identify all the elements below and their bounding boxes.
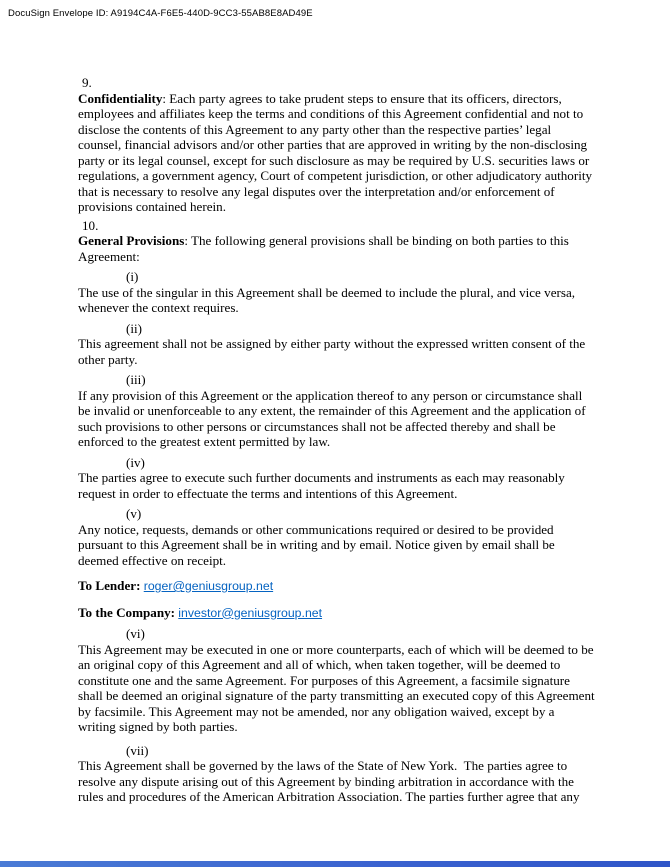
clause-ii-text: This agreement shall not be assigned by either party without the expressed written consent of the other party. (78, 336, 586, 367)
lender-email-link[interactable]: roger@geniusgroup.net (143, 579, 274, 593)
clause-v-text: Any notice, requests, demands or other communications required or desired to be provided pursuant to this Agreement shall be in writing and by email. Notice given by email shall be deemed effective on receipt. (78, 521, 555, 568)
clause-vi-text: This Agreement may be executed in one or more counterparts, each of which will be deemed to be an original copy of this Agreement and all of which, when taken together, will be deemed to constitute one and the same Agreement. For purposes of this Agreement, a facsimile signature shall be deemed an original signature of the party transmitting an executed copy of this Agreement by facsimile. This Agreement may not be amended, nor any obligation waived, except by a writing signed by both parties. (78, 641, 595, 734)
clause-vii-text: This Agreement shall be governed by the laws of the State of New York. The parties agree to resolve any dispute arising out of this Agreement by binding arbitration in accordance with the rules and procedures of the American Arbitration Association. The parties further agree that any (78, 758, 580, 804)
clause-vi-numeral: (vi) (126, 626, 145, 641)
section-9-title: Confidentiality (78, 90, 163, 106)
clause-iv-numeral: (iv) (126, 454, 145, 470)
clause-v-numeral: (v) (126, 506, 142, 521)
clause-iii-text: If any provision of this Agreement or the application thereof to any person or circumstance shall be invalid or unenforceable to any extent, the remainder of this Agreement and the application of such provisions to other persons or circumstances shall not be affected thereby and shall be enforced to the greatest extent permitted by law. (78, 387, 586, 449)
document-page (78, 72, 595, 805)
clause-iii-numeral: (iii) (126, 372, 146, 387)
clause-iv-text: The parties agree to execute such further documents and instruments as each may reasonably request in order to effectuate the terms and intentions of this Agreement. (78, 470, 565, 501)
clause-i-text: The use of the singular in this Agreement shall be deemed to include the plural, and vice versa, whenever the context requires. (78, 284, 576, 315)
to-company-label: To the Company: (78, 604, 176, 620)
section-10-number: 10. (82, 217, 99, 233)
notice-to-lender (78, 578, 595, 595)
to-lender-label: To Lender: (78, 578, 141, 593)
section-9-paragraph (78, 91, 595, 215)
section-9-number: 9. (82, 75, 92, 90)
section-10-paragraph (78, 233, 595, 264)
section-10-title: General Provisions (78, 233, 185, 248)
section-10-body: : The following general provisions shall be binding on both parties to this Agreement: (78, 233, 569, 264)
notice-to-company (78, 605, 595, 622)
docusign-envelope-id: DocuSign Envelope ID: A9194C4A-F6E5-440D-9CC3-55AB8E8AD49E (8, 8, 313, 19)
company-email-link[interactable]: investor@geniusgroup.net (178, 605, 323, 620)
section-9-body: : Each party agrees to take prudent steps to ensure that its officers, directors, employees and affiliates keep the terms and conditions of this Agreement confidential and not to disclose the contents of this Agreement to any party other than the respective parties’ legal counsel, financial advisors and/or other parties that are approved in writing by the non-disclosing party or its legal counsel, except for such disclosure as may be required by U.S. securities laws or regulations, a government agency, Court of competent jurisdiction, or other adjudicatory authority that is necessary to resolve any legal disputes over the interpretation and/or enforcement of provisions contained herein. (78, 90, 593, 214)
clause-ii-numeral: (ii) (126, 320, 142, 336)
clause-i-numeral: (i) (126, 269, 139, 284)
page-bottom-divider-bar (0, 861, 670, 867)
clause-vii-numeral: (vii) (126, 742, 149, 758)
